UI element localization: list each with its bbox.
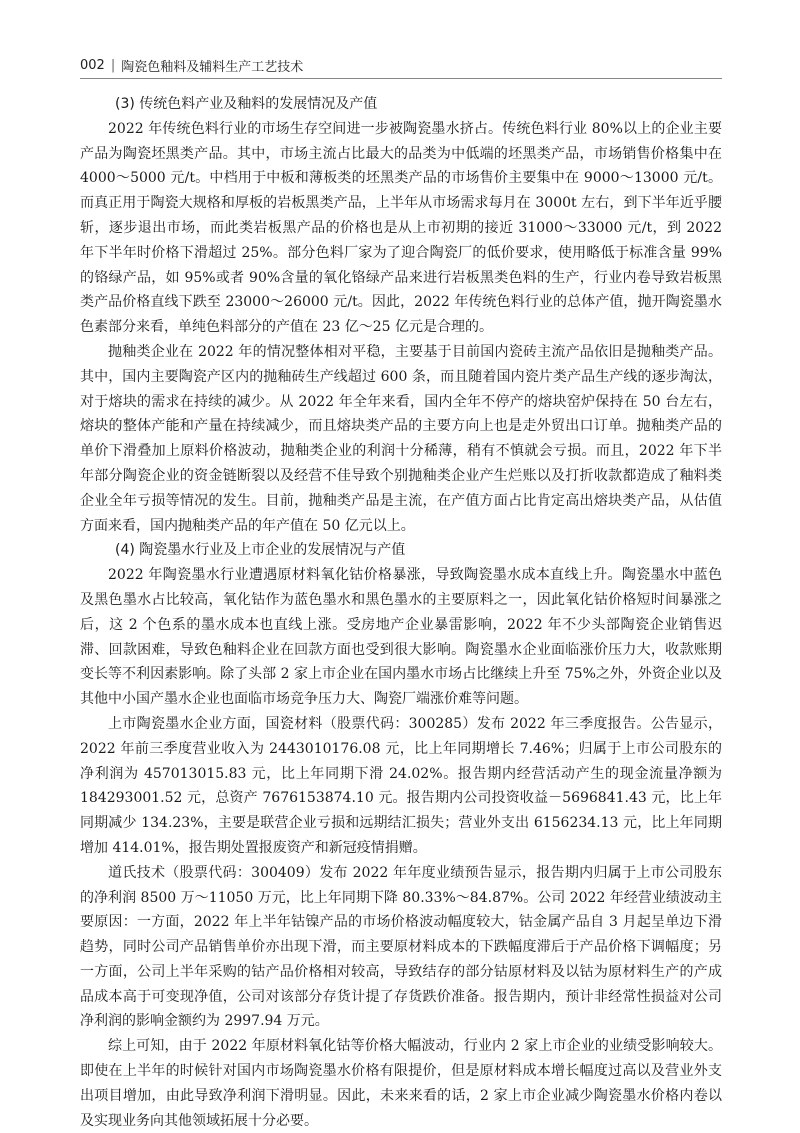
page-number: 002 bbox=[80, 58, 105, 73]
header-rule bbox=[80, 78, 722, 79]
section-heading-3: (3) 传统色料产业及釉料的发展情况及产值 bbox=[115, 96, 378, 112]
section-heading-4: (4) 陶瓷墨水行业及上市企业的发展情况与产值 bbox=[115, 542, 406, 559]
paragraph: 2022 年传统色料行业的市场生存空间进一步被陶瓷墨水挤占。传统色料行业 80%以上的企业主要产品为陶瓷坯黑类产品。其中，市场主流占比最大的品类为中低端的坯黑类产品，市场销售价格集中在 4000～5000 元/t。中档用于中板和薄板类的坯黑类产品的市场售价主要集中在 9000～13000 元/t。而真正用于陶瓷大规格和厚板的岩板黑类产品，上半年从市场需求每月在 3000t 左右，到下半年近乎腰斩，逐步退出市场，而此类岩板黑产品的价格也是从上市初期的接近 31000～33000 元/t，到 2022 年下半年时价格下滑超过 25%。部分色料厂家为了迎合陶瓷厂的低价要求，使用略低于标准含量 99%的铬绿产品，如 95%或者 90%含量的氧化铬绿产品来进行岩板黑类色料的生产，行业内卷导致岩板黑类产品价格直线下跌至 23000～26000 元/t。因此，2022 年传统色料行业的总体产值，抛开陶瓷墨水色素部分来看，单纯色料部分的产值在 23 亿～25 亿元是合理的。 bbox=[80, 120, 722, 336]
paragraph: 综上可知，由于 2022 年原材料氧化钴等价格大幅波动，行业内 2 家上市企业的业绩受影响较大。即使在上半年的时候针对国内市场陶瓷墨水价格有限提价，但是原材料成本增长幅度过高以及营业外支出项目增加，由此导致净利润下滑明显。因此，未来来看的话，2 家上市企业减少陶瓷墨水价格内卷以及实现业务向其他领域拓展十分必要。 bbox=[80, 1038, 722, 1129]
paragraph: 2022 年陶瓷墨水行业遭遇原材料氧化钴价格暴涨，导致陶瓷墨水成本直线上升。陶瓷墨水中蓝色及黑色墨水占比较高，氧化钴作为蓝色墨水和黑色墨水的主要原料之一，因此氧化钴价格短时间暴涨之后，这 2 个色系的墨水成本也直线上涨。受房地产企业暴雷影响，2022 年不少头部陶瓷企业销售迟滞、回款困难，导致色釉料企业在回款方面也受到很大影响。陶瓷墨水企业面临涨价压力大，收款账期变长等不利因素影响。除了头部 2 家上市企业在国内墨水市场占比继续上升至 75%之外，外资企业以及其他中小国产墨水企业也面临市场竞争压力大、陶瓷厂端涨价难等问题。 bbox=[80, 567, 722, 708]
paragraph: 道氏技术（股票代码：300409）发布 2022 年年度业绩预告显示，报告期内归属于上市公司股东的净利润 8500 万～11050 万元，比上年同期下降 80.33%～84.87%。公司 2022 年经营业绩波动主要原因：一方面，2022 年上半年钴镍产品的市场价格波动幅度较大，钴金属产品自 3 月起呈单边下滑趋势，同时公司产品销售单价亦出现下滑，而主要原材料成本的下跌幅度滞后于产品价格下调幅度；另一方面，公司上半年采购的钴产品价格相对较高，导致结存的部分钴原材料及以钴为原材料生产的产成品成本高于可变现净值，公司对该部分存货计提了存货跌价准备。报告期内，预计非经常性损益对公司净利润的影响金额约为 2997.94 万元。 bbox=[80, 864, 722, 1030]
book-title: 陶瓷色釉料及辅料生产工艺技术 bbox=[121, 60, 304, 75]
page-header bbox=[80, 56, 722, 75]
body-text bbox=[80, 92, 722, 1133]
header-separator: | bbox=[110, 58, 116, 73]
paragraph: 抛釉类企业在 2022 年的情况整体相对平稳，主要基于目前国内瓷砖主流产品依旧是抛釉类产品。其中，国内主要陶瓷产区内的抛釉砖生产线超过 600 条，而且随着国内瓷片类产品生产线的逐步淘汰，对于熔块的需求在持续的减少。从 2022 年全年来看，国内全年不停产的熔块窑炉保持在 50 台左右，熔块的整体产能和产量在持续减少，而且熔块类产品的主要方向上也是走外贸出口订单。抛釉类产品的单价下滑叠加上原料价格波动，抛釉类企业的利润十分稀薄，稍有不慎就会亏损。而且，2022 年下半年部分陶瓷企业的资金链断裂以及经营不佳导致个别抛釉类企业产生烂账以及打折收款都造成了釉料类企业全年亏损等情况的发生。目前，抛釉类产品是主流，在产值方面占比肯定高出熔块类产品，从估值方面来看，国内抛釉类产品的年产值在 50 亿元以上。 bbox=[80, 343, 722, 534]
paragraph: 上市陶瓷墨水企业方面，国瓷材料（股票代码：300285）发布 2022 年三季度报告。公告显示，2022 年前三季度营业收入为 2443010176.08 元，比上年同期增长 7.46%；归属于上市公司股东的净利润为 457013015.83 元，比上年同期下滑 24.02%。报告期内经营活动产生的现金流量净额为 184293001.52 元，总资产 7676153874.10 元。报告期内公司投资收益－5696841.43 元，比上年同期减少 134.23%，主要是联营企业亏损和远期结汇损失；营业外支出 6156234.13 元，比上年同期增加 414.01%，报告期处置报废资产和新冠疫情捐赠。 bbox=[80, 715, 722, 856]
